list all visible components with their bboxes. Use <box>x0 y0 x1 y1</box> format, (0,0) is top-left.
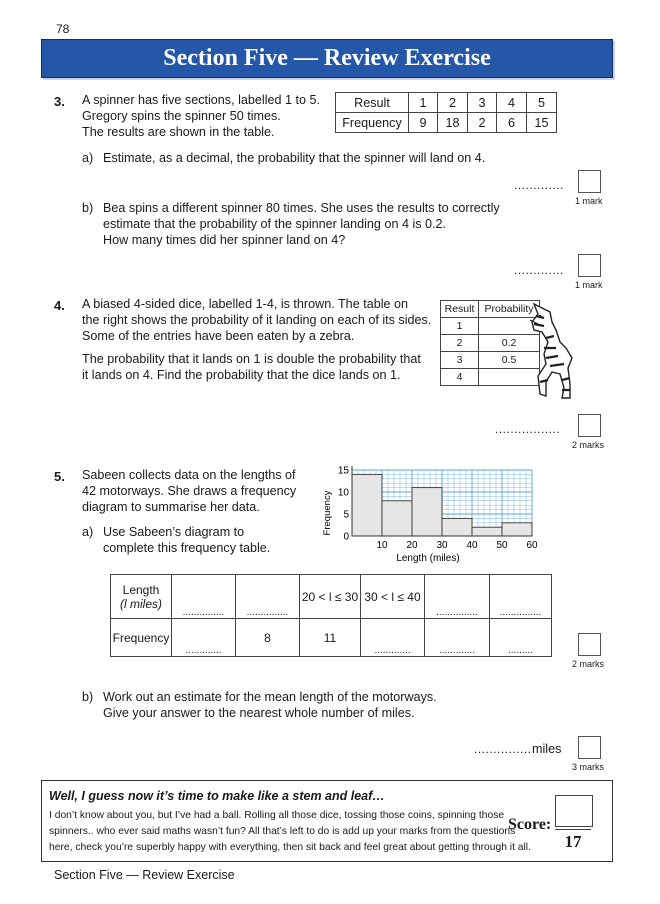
q5a-mark-label: 2 marks <box>572 659 605 669</box>
q4-mark-box <box>578 414 601 437</box>
q3-frequency-cell: 6 <box>497 113 527 133</box>
q4-text-line: The probability that it lands on 1 is double the probability that <box>82 352 421 366</box>
x-tick-label: 40 <box>466 540 478 551</box>
q5b-text-line: Work out an estimate for the mean length of the motorways. <box>103 690 437 704</box>
y-tick-label: 5 <box>343 509 349 521</box>
q3-frequency-cell: 18 <box>438 113 468 133</box>
x-tick-label: 30 <box>436 540 448 551</box>
q3b-label: b) <box>82 201 94 215</box>
q5b-answer-line[interactable]: ............... <box>474 742 532 756</box>
q4-header: Result <box>441 301 479 318</box>
q5a-label: a) <box>82 525 94 539</box>
q5-length-header-line: (l miles) <box>120 596 162 611</box>
q5a-text-line: Use Sabeen’s diagram to <box>103 525 245 539</box>
q5-frequency-cell: 8 <box>236 619 300 657</box>
score-total: 17 <box>564 832 582 851</box>
histogram-bar <box>442 518 472 536</box>
frequency-diagram <box>312 458 550 563</box>
q3-intro-line: A spinner has five sections, labelled 1 to 5. <box>82 93 321 107</box>
q5-length-header-line: Length <box>122 582 160 597</box>
q5-frequency-cell[interactable]: ......... <box>490 619 552 657</box>
page-footer: Section Five — Review Exercise <box>54 868 235 882</box>
q5-frequency-cell[interactable]: ............. <box>361 619 425 657</box>
q5b-mark-box <box>578 736 601 759</box>
q4-cell: 2 <box>441 335 479 352</box>
q3-result-label: Result <box>336 93 409 113</box>
q3a-text: Estimate, as a decimal, the probability that the spinner will land on 4. <box>103 151 486 165</box>
closing-line: spinners.. who ever said maths wasn’t fun? All that’s left to do is add up your marks from the questions <box>49 826 516 837</box>
q4-text-line: the right shows the probability of it landing on each of its sides. <box>82 313 432 327</box>
q5b-mark-label: 3 marks <box>572 762 605 772</box>
q3b-answer-line[interactable]: ............. <box>514 263 564 277</box>
q3a-mark-label: 1 mark <box>575 196 603 206</box>
q3b-text-line: How many times did her spinner land on 4? <box>103 233 346 247</box>
q5-length-cell[interactable]: ............... <box>236 575 300 619</box>
q4-text-line: A biased 4-sided dice, labelled 1-4, is thrown. The table on <box>82 297 409 311</box>
score-label: Score: <box>508 816 552 833</box>
x-tick-label: 10 <box>376 540 388 551</box>
histogram-bar <box>412 488 442 536</box>
y-tick-label: 15 <box>337 465 349 477</box>
q3-frequency-cell: 2 <box>468 113 497 133</box>
y-tick-label: 0 <box>343 531 349 543</box>
histogram-bar <box>502 523 532 536</box>
x-axis-label: Length (miles) <box>396 553 460 563</box>
y-tick-label: 10 <box>337 487 349 499</box>
q4-text-line: it lands on 4. Find the probability that the dice lands on 1. <box>82 368 401 382</box>
closing-title: Well, I guess now it’s time to make like a stem and leaf… <box>49 789 385 803</box>
q5-length-cell: 30 < l ≤ 40 <box>361 575 425 619</box>
q3-intro-line: Gregory spins the spinner 50 times. <box>82 109 281 123</box>
q5-frequency-cell: 11 <box>300 619 361 657</box>
q3-intro-line: The results are shown in the table. <box>82 125 275 139</box>
q5a-text-line: complete this frequency table. <box>103 541 271 555</box>
q5b-text-line: Give your answer to the nearest whole number of miles. <box>103 706 415 720</box>
q5-text-line: 42 motorways. She draws a frequency <box>82 484 297 498</box>
q4-header: Probability <box>479 301 540 318</box>
q4-cell: 3 <box>441 352 479 369</box>
q3-result-cell: 5 <box>527 93 557 113</box>
histogram-bar <box>352 474 382 536</box>
q5-length-header <box>111 575 172 619</box>
score-input-box[interactable] <box>555 795 593 827</box>
q3-results-table <box>335 92 557 133</box>
q4-text-line: Some of the entries have been eaten by a zebra. <box>82 329 355 343</box>
q3a-mark-box <box>578 170 601 193</box>
closing-line: here, check you’re superbly happy with everything, then sit back and feel great about getting through it all. <box>49 842 531 853</box>
q3-frequency-cell: 9 <box>409 113 438 133</box>
zebra-illustration <box>522 302 582 402</box>
q5-length-cell[interactable]: ............... <box>425 575 490 619</box>
section-banner <box>41 39 613 78</box>
q5-text-line: diagram to summarise her data. <box>82 500 260 514</box>
q3-frequency-label: Frequency <box>336 113 409 133</box>
y-axis-label: Frequency <box>322 490 333 536</box>
q4-answer-line[interactable]: ................. <box>495 422 561 436</box>
q5b-unit: miles <box>532 742 562 756</box>
q3b-mark-box <box>578 254 601 277</box>
q3-result-cell: 1 <box>409 93 438 113</box>
page-number: 78 <box>56 22 70 36</box>
q3-result-cell: 2 <box>438 93 468 113</box>
q5-frequency-cell[interactable]: ............. <box>172 619 236 657</box>
histogram-bar <box>472 527 502 536</box>
q5-text-line: Sabeen collects data on the lengths of <box>82 468 296 482</box>
q5a-mark-box <box>578 633 601 656</box>
q4-mark-label: 2 marks <box>572 440 605 450</box>
q3-result-cell: 4 <box>497 93 527 113</box>
q5-length-cell[interactable]: ............... <box>172 575 236 619</box>
q3a-label: a) <box>82 151 94 165</box>
q3-number: 3. <box>54 94 65 109</box>
q4-cell: 0.2 <box>479 335 540 352</box>
q3-result-cell: 3 <box>468 93 497 113</box>
q4-cell: 4 <box>441 369 479 386</box>
q5-length-cell: 20 < l ≤ 30 <box>300 575 361 619</box>
q5-frequency-table <box>110 574 552 657</box>
q5-length-cell[interactable]: ............... <box>490 575 552 619</box>
q5b-label: b) <box>82 690 94 704</box>
q4-cell: 1 <box>441 318 479 335</box>
q3-frequency-cell: 15 <box>527 113 557 133</box>
q4-number: 4. <box>54 298 65 313</box>
q3b-text-line: Bea spins a different spinner 80 times. She uses the results to correctly <box>103 201 500 215</box>
x-tick-label: 50 <box>496 540 508 551</box>
q5-frequency-header: Frequency <box>111 619 172 657</box>
q5-number: 5. <box>54 469 65 484</box>
q3b-text-line: estimate that the probability of the spinner landing on 4 is 0.2. <box>103 217 447 231</box>
x-tick-label: 20 <box>406 540 418 551</box>
x-tick-label: 60 <box>526 540 538 551</box>
banner-title: Section Five — Review Exercise <box>163 45 491 71</box>
closing-line: I don’t know about you, but I’ve had a ball. Rolling all those dice, tossing those coins, spinning those <box>49 810 505 821</box>
score-divider <box>555 829 591 830</box>
q3b-mark-label: 1 mark <box>575 280 603 290</box>
histogram-bar <box>382 501 412 536</box>
q3a-answer-line[interactable]: ............. <box>514 178 564 192</box>
q4-cell: 0.5 <box>479 352 540 369</box>
q5-frequency-cell[interactable]: ............. <box>425 619 490 657</box>
